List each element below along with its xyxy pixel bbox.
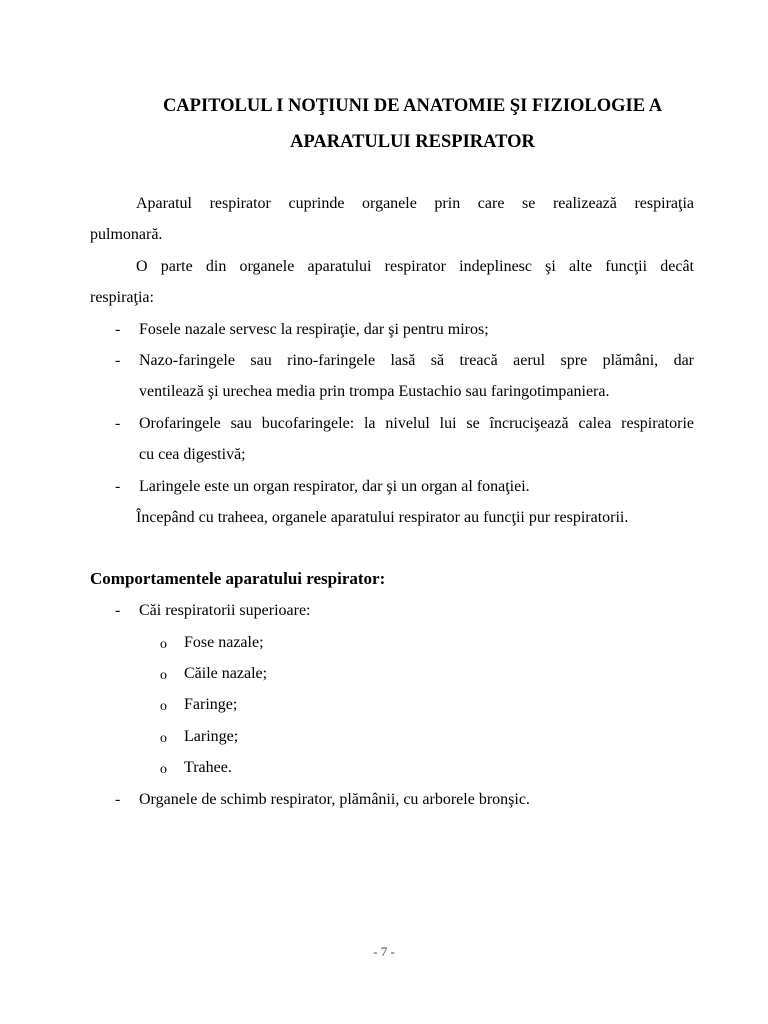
- list-dash: -: [115, 352, 121, 369]
- upper-airways-item: Căi respiratorii superioare:: [139, 602, 311, 619]
- intro-paragraph-2-line-1: O parte din organele aparatului respirator indeplinesc şi alte funcţii decât: [136, 258, 694, 275]
- function-item-3-line-1: Orofaringele sau bucofaringele: la nivelul lui se încrucişează calea respiratorie: [139, 415, 694, 432]
- function-item-1: Fosele nazale servesc la respiraţie, dar şi pentru miros;: [139, 321, 489, 338]
- sub-bullet: o: [160, 731, 167, 746]
- intro-paragraph-1-line-2: pulmonară.: [90, 226, 163, 243]
- sub-item-5: Trahee.: [184, 759, 232, 776]
- sub-item-3: Faringe;: [184, 696, 238, 713]
- intro-paragraph-2-line-2: respiraţia:: [90, 289, 154, 306]
- sub-bullet: o: [160, 762, 167, 777]
- sub-bullet: o: [160, 637, 167, 652]
- list-dash: -: [115, 791, 121, 808]
- sub-bullet: o: [160, 668, 167, 683]
- sub-item-1: Fose nazale;: [184, 634, 264, 651]
- chapter-title-line-1: CAPITOLUL I NOŢIUNI DE ANATOMIE ŞI FIZIOLOGIE A: [162, 96, 663, 116]
- lower-organs-item: Organele de schimb respirator, plămânii, cu arborele bronşic.: [139, 791, 530, 808]
- section-heading: Comportamentele aparatului respirator:: [90, 569, 386, 588]
- list-dash: -: [115, 602, 121, 619]
- function-item-3-line-2: cu cea digestivă;: [139, 446, 246, 463]
- list-dash: -: [115, 478, 121, 495]
- chapter-title: [90, 88, 735, 160]
- function-item-2-line-2: ventilează şi urechea media prin trompa Eustachio sau faringotimpaniera.: [139, 383, 610, 400]
- function-item-4: Laringele este un organ respirator, dar şi un organ al fonaţiei.: [139, 478, 530, 495]
- sub-item-2: Căile nazale;: [184, 665, 268, 682]
- sub-item-4: Laringe;: [184, 728, 239, 745]
- list-dash: -: [115, 415, 121, 432]
- list-dash: -: [115, 321, 121, 338]
- function-item-2-line-1: Nazo-faringele sau rino-faringele lasă să treacă aerul spre plămâni, dar: [139, 352, 694, 369]
- page-number: - 7 -: [373, 944, 395, 959]
- sub-bullet: o: [160, 699, 167, 714]
- closing-sentence: Începând cu traheea, organele aparatului respirator au funcţii pur respiratorii.: [136, 509, 629, 526]
- chapter-title-line-2: APARATULUI RESPIRATOR: [290, 132, 535, 152]
- intro-paragraph-1-line-1: Aparatul respirator cuprinde organele prin care se realizează respiraţia: [136, 195, 694, 212]
